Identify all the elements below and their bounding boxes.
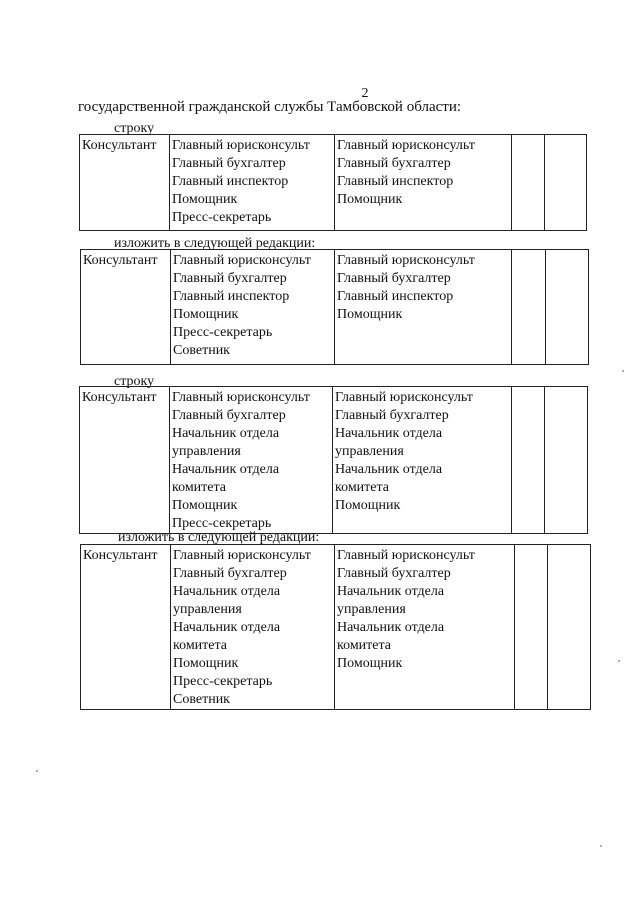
section-2-table bbox=[80, 249, 589, 365]
section-3-table bbox=[79, 386, 588, 534]
empty-cell bbox=[515, 545, 548, 710]
positions-list-cell: Главный юрисконсульт Главный бухгалтер Главный инспектор Помощник Пресс-секретарь Советник bbox=[171, 250, 335, 365]
positions-list-cell: Главный юрисконсульт Главный бухгалтер Начальник отдела управления Начальник отдела комитета Помощник bbox=[333, 387, 512, 534]
positions-list-cell: Главный юрисконсульт Главный бухгалтер Главный инспектор Помощник Пресс-секретарь bbox=[170, 135, 335, 231]
scan-speck bbox=[618, 660, 620, 662]
table-row bbox=[81, 250, 589, 365]
section-4-table bbox=[80, 544, 591, 710]
section-3-caption: строку bbox=[114, 374, 155, 389]
scan-speck bbox=[622, 370, 624, 372]
empty-cell bbox=[545, 387, 588, 534]
section-1-caption: строку bbox=[114, 121, 155, 136]
position-cell: Консультант bbox=[80, 135, 170, 231]
position-cell: Консультант bbox=[80, 387, 170, 534]
table-row bbox=[80, 387, 588, 534]
positions-list-cell: Главный юрисконсульт Главный бухгалтер Начальник отдела управления Начальник отдела комитета Помощник bbox=[335, 545, 515, 710]
table-row bbox=[81, 545, 591, 710]
empty-cell bbox=[512, 387, 545, 534]
positions-list-cell: Главный юрисконсульт Главный бухгалтер Начальник отдела управления Начальник отдела комитета Помощник Пресс-секретарь bbox=[170, 387, 333, 534]
positions-list-cell: Главный юрисконсульт Главный бухгалтер Главный инспектор Помощник bbox=[335, 250, 512, 365]
empty-cell bbox=[512, 135, 545, 231]
section-1-table bbox=[79, 134, 587, 231]
empty-cell bbox=[545, 135, 587, 231]
positions-list-cell: Главный юрисконсульт Главный бухгалтер Главный инспектор Помощник bbox=[335, 135, 512, 231]
scan-speck bbox=[36, 770, 38, 772]
section-4-caption: изложить в следующей редакции: bbox=[118, 530, 320, 545]
position-cell: Консультант bbox=[81, 250, 171, 365]
table-row bbox=[80, 135, 587, 231]
section-2-caption: изложить в следующей редакции: bbox=[114, 236, 316, 251]
empty-cell bbox=[548, 545, 591, 710]
empty-cell bbox=[512, 250, 546, 365]
page-number: 2 bbox=[361, 86, 369, 101]
intro-text: государственной гражданской службы Тамбовской области: bbox=[78, 99, 462, 115]
empty-cell bbox=[546, 250, 589, 365]
scan-speck bbox=[600, 845, 602, 847]
position-cell: Консультант bbox=[81, 545, 171, 710]
positions-list-cell: Главный юрисконсульт Главный бухгалтер Начальник отдела управления Начальник отдела комитета Помощник Пресс-секретарь Советник bbox=[171, 545, 335, 710]
